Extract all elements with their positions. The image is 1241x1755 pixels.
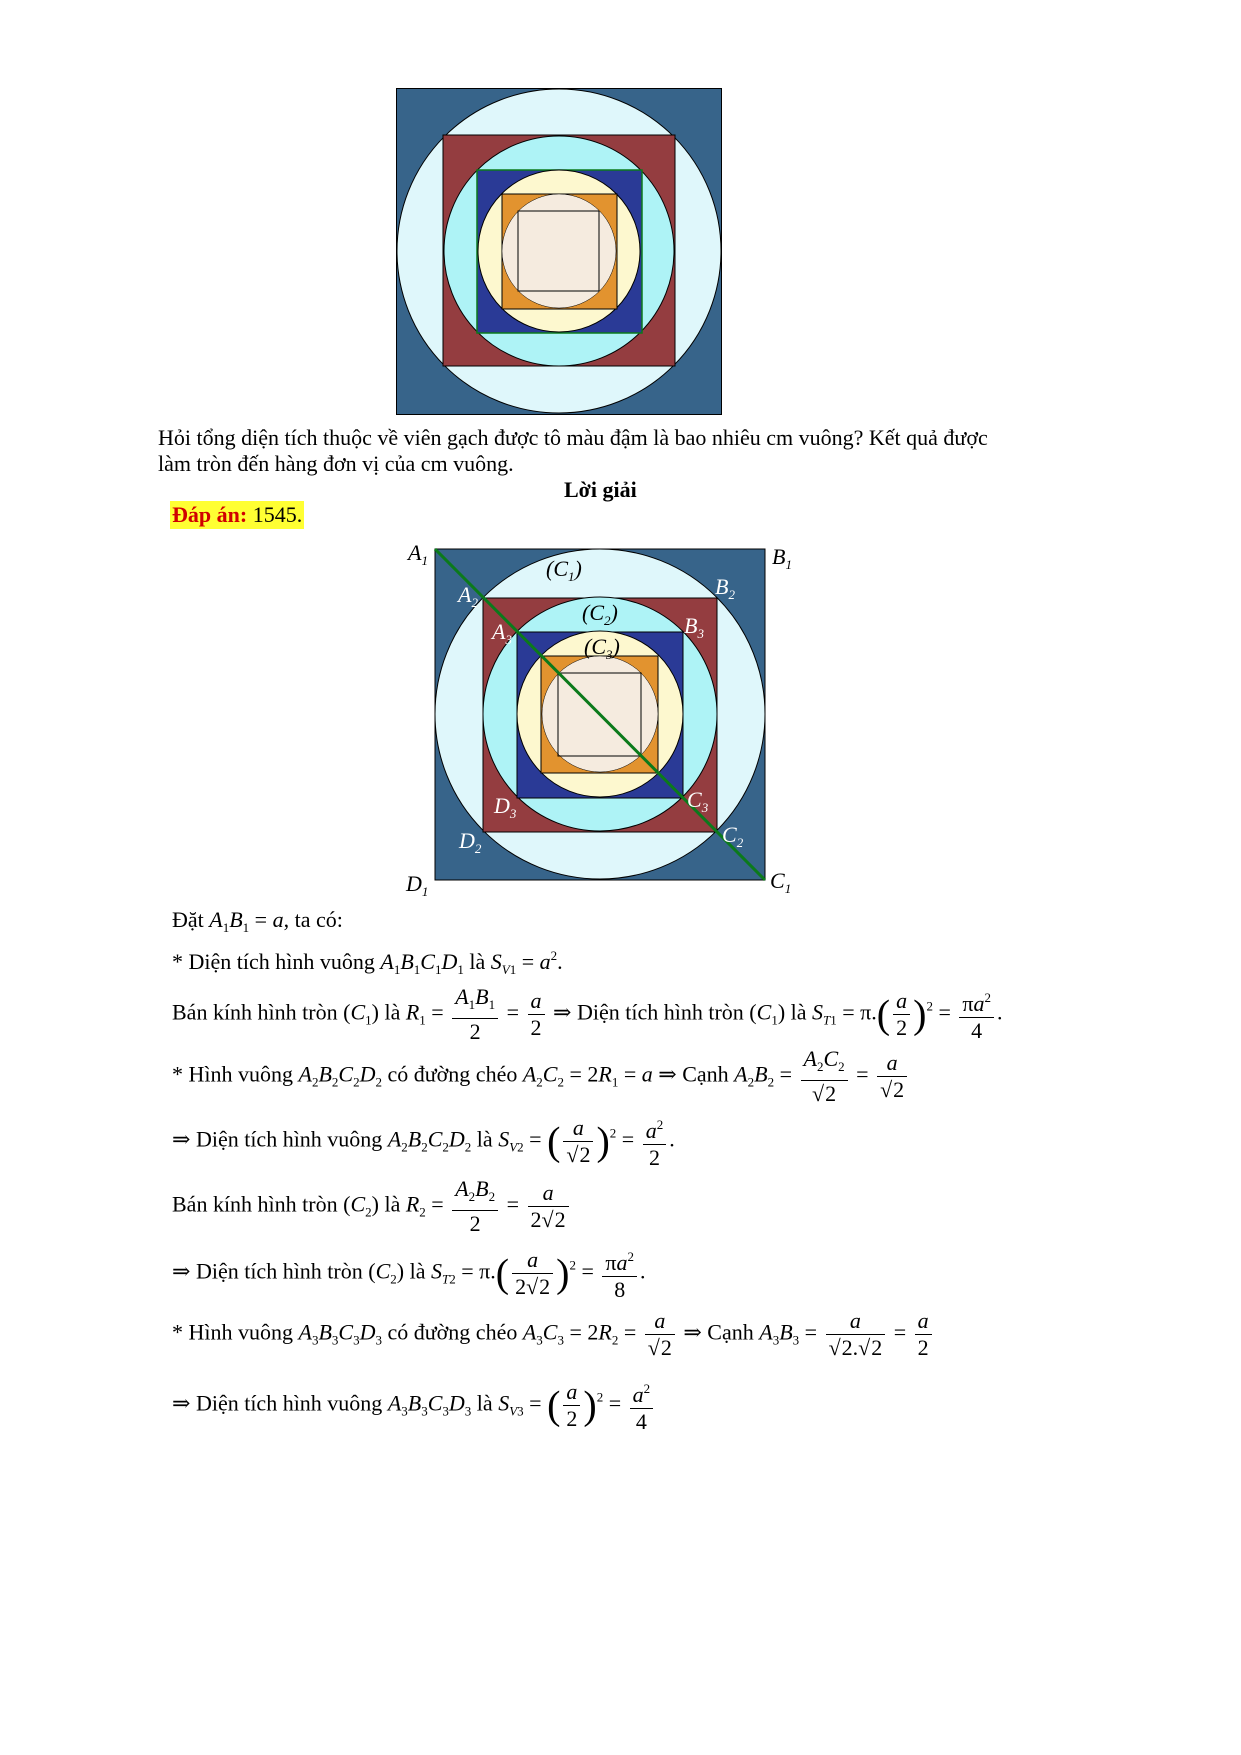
answer-label: Đáp án:: [172, 502, 248, 527]
label-b1: $B_1$: [772, 544, 792, 572]
label-c1: $C_1$: [770, 868, 792, 896]
label-circle-c2: $(C_2)$: [582, 600, 618, 628]
math-line-sv3: ⇒ Diện tích hình vuông $A_3B_3C_3D_3$ là $S_{V3}$ = ( $\frac{a}{2}$ )$^2$ = $\frac{a^2}{4}$: [172, 1376, 656, 1435]
label-circle-c3: $(C_3)$: [584, 634, 620, 662]
tile-figure: [396, 88, 722, 415]
answer-period: .: [296, 502, 303, 527]
question-line-2: làm tròn đến hàng đơn vị của cm vuông.: [158, 451, 514, 476]
math-line-set-a: Đặt $A_1B_1 = a$, ta có:: [172, 907, 343, 935]
label-c3: $C_3$: [687, 787, 709, 815]
question-line-1: Hỏi tổng diện tích thuộc về viên gạch được tô màu đậm là bao nhiêu cm vuông? Kết quả được: [158, 425, 988, 450]
answer-value: 1545: [252, 502, 297, 527]
math-line-sq3: * Hình vuông $A_3B_3C_3D_3$ có đường chéo $A_3C_3 = 2R_2$ = $\frac{a}{√2}$ ⇒ Cạnh $A_3B_3$ = $\frac{a}{√2.√2}$ = $\frac{a}{2}$: [172, 1308, 935, 1361]
label-circle-c1: $(C_1)$: [546, 556, 582, 584]
math-line-sv1: * Diện tích hình vuông $A_1B_1C_1D_1$ là $S_{V1} = a^2$.: [172, 948, 563, 977]
label-a2: $A_2$: [458, 582, 478, 610]
answer-line: [170, 501, 304, 529]
label-a1: $A_1$: [408, 540, 428, 568]
label-b2: $B_2$: [715, 574, 735, 602]
label-d1: $D_1$: [406, 871, 429, 899]
label-a3: $A_3$: [492, 619, 512, 647]
label-c2: $C_2$: [722, 822, 744, 850]
math-line-sv2: ⇒ Diện tích hình vuông $A_2B_2C_2D_2$ là $S_{V2}$ = ( $\frac{a}{√2}$ )$^2$ = $\frac{a^2}{2}$ .: [172, 1112, 675, 1171]
label-d2: $D_2$: [459, 828, 482, 856]
math-line-r1: Bán kính hình tròn $(C_1)$ là $R_1$ = $\frac{A_1B_1}{2}$ = $\frac{a}{2}$ ⇒ Diện tích hình tròn $(C_1)$ là $S_{T1} = \pi$.( $\frac{a}{2}$ )$^2$ = $\frac{\pi a^2}{4}$ .: [172, 984, 1003, 1044]
math-line-sq2: * Hình vuông $A_2B_2C_2D_2$ có đường chéo $A_2C_2 = 2R_1 = a$ ⇒ Cạnh $A_2B_2$ = $\frac{A_2C_2}{√2}$ = $\frac{a}{√2}$: [172, 1046, 910, 1107]
math-line-st2: ⇒ Diện tích hình tròn $(C_2)$ là $S_{T2} = \pi$.( $\frac{a}{2√2}$ )$^2$ = $\frac{\pi a^2}{8}$ .: [172, 1244, 646, 1303]
label-d3: $D_3$: [494, 793, 517, 821]
label-b3: $B_3$: [684, 613, 704, 641]
math-line-r2: Bán kính hình tròn $(C_2)$ là $R_2$ = $\frac{A_2B_2}{2}$ = $\frac{a}{2√2}$: [172, 1176, 572, 1237]
solution-heading: Lời giải: [564, 477, 637, 502]
